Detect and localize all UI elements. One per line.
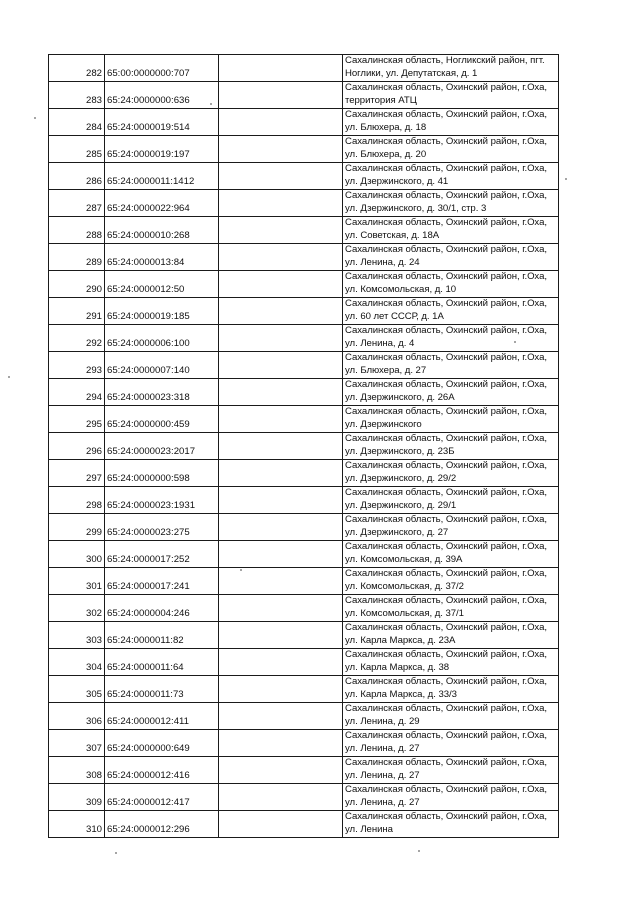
cadastral-number-cell: 65:24:0000023:2017 — [105, 433, 219, 460]
table-row — [49, 541, 559, 568]
cadastral-number-cell: 65:24:0000000:649 — [105, 730, 219, 757]
address-line-2: ул. Ленина, д. 29 — [345, 715, 420, 727]
cadastral-number-cell: 65:24:0000000:598 — [105, 460, 219, 487]
address-line-2: ул. Ленина, д. 24 — [345, 256, 420, 268]
empty-cell — [219, 190, 343, 217]
table-row — [49, 649, 559, 676]
cadastral-number-cell: 65:24:0000019:197 — [105, 136, 219, 163]
cadastral-number-cell: 65:24:0000019:514 — [105, 109, 219, 136]
row-number-cell: 309 — [49, 784, 105, 811]
address-line-2: ул. Блюхера, д. 20 — [345, 148, 427, 160]
address-cell — [343, 703, 559, 730]
scan-speck — [115, 852, 117, 854]
row-number-cell: 292 — [49, 325, 105, 352]
address-cell — [343, 379, 559, 406]
table-row — [49, 757, 559, 784]
cadastral-number-cell: 65:24:0000000:459 — [105, 406, 219, 433]
table-row — [49, 244, 559, 271]
scan-speck — [210, 103, 212, 105]
row-number-cell: 283 — [49, 82, 105, 109]
address-line-2: территория АТЦ — [345, 94, 417, 106]
empty-cell — [219, 676, 343, 703]
table-row — [49, 568, 559, 595]
cadastral-number-cell: 65:24:0000012:416 — [105, 757, 219, 784]
table-row — [49, 487, 559, 514]
row-number-cell: 293 — [49, 352, 105, 379]
cadastral-number-cell: 65:24:0000004:246 — [105, 595, 219, 622]
empty-cell — [219, 811, 343, 838]
cadastral-number-cell: 65:24:0000011:82 — [105, 622, 219, 649]
row-number-cell: 307 — [49, 730, 105, 757]
address-cell — [343, 487, 559, 514]
address-line-2: ул. Дзержинского, д. 26А — [345, 391, 455, 403]
table-row — [49, 460, 559, 487]
row-number-cell: 291 — [49, 298, 105, 325]
scan-speck — [514, 341, 516, 343]
address-line-1: Сахалинская область, Охинский район, г.Оха, — [345, 568, 547, 580]
table-row — [49, 406, 559, 433]
table-row — [49, 622, 559, 649]
empty-cell — [219, 109, 343, 136]
address-line-1: Сахалинская область, Охинский район, г.Оха, — [345, 136, 547, 148]
address-line-2: ул. Комсомольская, д. 10 — [345, 283, 457, 295]
table-row — [49, 784, 559, 811]
address-line-2: ул. Дзержинского, д. 30/1, стр. 3 — [345, 202, 487, 214]
cadastral-number-cell: 65:24:0000007:140 — [105, 352, 219, 379]
address-cell — [343, 271, 559, 298]
address-line-2: ул. Ленина, д. 27 — [345, 742, 420, 754]
address-line-1: Сахалинская область, Охинский район, г.Оха, — [345, 811, 547, 823]
address-line-2: ул. Дзержинского, д. 27 — [345, 526, 449, 538]
row-number-cell: 286 — [49, 163, 105, 190]
address-line-1: Сахалинская область, Охинский район, г.Оха, — [345, 541, 547, 553]
address-cell — [343, 757, 559, 784]
scan-speck — [565, 178, 567, 180]
address-cell — [343, 433, 559, 460]
empty-cell — [219, 730, 343, 757]
table-row — [49, 433, 559, 460]
table-row — [49, 136, 559, 163]
address-cell — [343, 190, 559, 217]
empty-cell — [219, 325, 343, 352]
empty-cell — [219, 514, 343, 541]
address-line-1: Сахалинская область, Охинский район, г.Оха, — [345, 298, 547, 310]
address-line-1: Сахалинская область, Ногликский район, пгт. — [345, 55, 545, 67]
address-line-1: Сахалинская область, Охинский район, г.Оха, — [345, 622, 547, 634]
row-number-cell: 305 — [49, 676, 105, 703]
empty-cell — [219, 757, 343, 784]
cadastral-number-cell: 65:24:0000012:417 — [105, 784, 219, 811]
row-number-cell: 296 — [49, 433, 105, 460]
address-cell — [343, 784, 559, 811]
cadastral-number-cell: 65:24:0000000:636 — [105, 82, 219, 109]
row-number-cell: 295 — [49, 406, 105, 433]
cadastral-number-cell: 65:24:0000012:50 — [105, 271, 219, 298]
address-cell — [343, 82, 559, 109]
table-row — [49, 109, 559, 136]
address-line-1: Сахалинская область, Охинский район, г.Оха, — [345, 649, 547, 661]
address-line-1: Сахалинская область, Охинский район, г.Оха, — [345, 379, 547, 391]
address-line-2: ул. Карла Маркса, д. 23А — [345, 634, 456, 646]
address-line-2: ул. Комсомольская, д. 39А — [345, 553, 463, 565]
address-line-2: ул. Советская, д. 18А — [345, 229, 440, 241]
cadastral-number-cell: 65:24:0000011:1412 — [105, 163, 219, 190]
address-cell — [343, 136, 559, 163]
address-line-2: ул. Дзержинского, д. 41 — [345, 175, 449, 187]
row-number-cell: 297 — [49, 460, 105, 487]
address-line-2: ул. Блюхера, д. 27 — [345, 364, 427, 376]
empty-cell — [219, 217, 343, 244]
address-line-2: ул. Дзержинского, д. 29/1 — [345, 499, 457, 511]
address-cell — [343, 217, 559, 244]
row-number-cell: 310 — [49, 811, 105, 838]
address-cell — [343, 514, 559, 541]
cadastral-number-cell: 65:24:0000023:318 — [105, 379, 219, 406]
address-cell — [343, 460, 559, 487]
empty-cell — [219, 82, 343, 109]
empty-cell — [219, 352, 343, 379]
address-line-1: Сахалинская область, Охинский район, г.Оха, — [345, 676, 547, 688]
address-line-1: Сахалинская область, Охинский район, г.Оха, — [345, 406, 547, 418]
document-page — [48, 54, 558, 838]
address-cell — [343, 109, 559, 136]
address-cell — [343, 406, 559, 433]
empty-cell — [219, 433, 343, 460]
cadastral-number-cell: 65:24:0000023:1931 — [105, 487, 219, 514]
row-number-cell: 300 — [49, 541, 105, 568]
row-number-cell: 290 — [49, 271, 105, 298]
table-row — [49, 352, 559, 379]
empty-cell — [219, 271, 343, 298]
empty-cell — [219, 460, 343, 487]
address-line-1: Сахалинская область, Охинский район, г.Оха, — [345, 433, 547, 445]
registry-table-body — [49, 55, 559, 838]
address-line-2: Ноглики, ул. Депутатская, д. 1 — [345, 67, 478, 79]
scan-speck — [240, 569, 242, 571]
table-row — [49, 676, 559, 703]
row-number-cell: 288 — [49, 217, 105, 244]
scan-speck — [8, 376, 10, 378]
address-line-1: Сахалинская область, Охинский район, г.Оха, — [345, 244, 547, 256]
row-number-cell: 308 — [49, 757, 105, 784]
empty-cell — [219, 649, 343, 676]
row-number-cell: 285 — [49, 136, 105, 163]
empty-cell — [219, 163, 343, 190]
cadastral-number-cell: 65:24:0000017:241 — [105, 568, 219, 595]
cadastral-number-cell: 65:24:0000011:73 — [105, 676, 219, 703]
row-number-cell: 304 — [49, 649, 105, 676]
address-line-1: Сахалинская область, Охинский район, г.Оха, — [345, 487, 547, 499]
empty-cell — [219, 703, 343, 730]
row-number-cell: 303 — [49, 622, 105, 649]
address-cell — [343, 595, 559, 622]
table-row — [49, 298, 559, 325]
empty-cell — [219, 541, 343, 568]
cadastral-number-cell: 65:24:0000012:296 — [105, 811, 219, 838]
address-line-1: Сахалинская область, Охинский район, г.Оха, — [345, 595, 547, 607]
row-number-cell: 302 — [49, 595, 105, 622]
address-line-2: ул. Карла Маркса, д. 33/3 — [345, 688, 457, 700]
address-cell — [343, 541, 559, 568]
empty-cell — [219, 595, 343, 622]
address-line-1: Сахалинская область, Охинский район, г.Оха, — [345, 784, 547, 796]
empty-cell — [219, 622, 343, 649]
empty-cell — [219, 487, 343, 514]
row-number-cell: 284 — [49, 109, 105, 136]
row-number-cell: 298 — [49, 487, 105, 514]
address-line-2: ул. Дзержинского, д. 29/2 — [345, 472, 457, 484]
table-row — [49, 190, 559, 217]
row-number-cell: 289 — [49, 244, 105, 271]
address-line-2: ул. 60 лет СССР, д. 1А — [345, 310, 444, 322]
table-row — [49, 514, 559, 541]
address-line-2: ул. Ленина, д. 4 — [345, 337, 415, 349]
empty-cell — [219, 568, 343, 595]
cadastral-number-cell: 65:24:0000013:84 — [105, 244, 219, 271]
row-number-cell: 294 — [49, 379, 105, 406]
address-line-1: Сахалинская область, Охинский район, г.Оха, — [345, 190, 547, 202]
address-cell — [343, 325, 559, 352]
address-cell — [343, 622, 559, 649]
scan-speck — [418, 850, 420, 852]
empty-cell — [219, 784, 343, 811]
address-line-1: Сахалинская область, Охинский район, г.Оха, — [345, 352, 547, 364]
table-row — [49, 55, 559, 82]
address-cell — [343, 649, 559, 676]
cadastral-number-cell: 65:24:0000010:268 — [105, 217, 219, 244]
address-line-1: Сахалинская область, Охинский район, г.Оха, — [345, 460, 547, 472]
address-line-1: Сахалинская область, Охинский район, г.Оха, — [345, 514, 547, 526]
address-line-1: Сахалинская область, Охинский район, г.Оха, — [345, 730, 547, 742]
address-line-2: ул. Дзержинского — [345, 418, 422, 430]
address-line-1: Сахалинская область, Охинский район, г.Оха, — [345, 163, 547, 175]
address-line-2: ул. Ленина, д. 27 — [345, 769, 420, 781]
table-row — [49, 163, 559, 190]
address-cell — [343, 163, 559, 190]
row-number-cell: 301 — [49, 568, 105, 595]
cadastral-number-cell: 65:24:0000012:411 — [105, 703, 219, 730]
address-line-2: ул. Комсомольская, д. 37/2 — [345, 580, 464, 592]
empty-cell — [219, 136, 343, 163]
table-row — [49, 730, 559, 757]
address-line-2: ул. Ленина — [345, 823, 393, 835]
address-line-1: Сахалинская область, Охинский район, г.Оха, — [345, 757, 547, 769]
address-cell — [343, 55, 559, 82]
address-line-2: ул. Блюхера, д. 18 — [345, 121, 427, 133]
row-number-cell: 306 — [49, 703, 105, 730]
address-cell — [343, 298, 559, 325]
cadastral-number-cell: 65:24:0000023:275 — [105, 514, 219, 541]
address-line-2: ул. Карла Маркса, д. 38 — [345, 661, 450, 673]
scan-speck — [34, 117, 36, 119]
address-line-2: ул. Ленина, д. 27 — [345, 796, 420, 808]
table-row — [49, 325, 559, 352]
property-registry-table — [48, 54, 559, 838]
address-cell — [343, 730, 559, 757]
address-cell — [343, 244, 559, 271]
cadastral-number-cell: 65:24:0000006:100 — [105, 325, 219, 352]
empty-cell — [219, 379, 343, 406]
address-cell — [343, 811, 559, 838]
cadastral-number-cell: 65:24:0000011:64 — [105, 649, 219, 676]
address-line-1: Сахалинская область, Охинский район, г.Оха, — [345, 325, 547, 337]
table-row — [49, 703, 559, 730]
address-line-1: Сахалинская область, Охинский район, г.Оха, — [345, 109, 547, 121]
empty-cell — [219, 55, 343, 82]
address-line-2: ул. Дзержинского, д. 23Б — [345, 445, 455, 457]
address-line-1: Сахалинская область, Охинский район, г.Оха, — [345, 82, 547, 94]
address-line-2: ул. Комсомольская, д. 37/1 — [345, 607, 464, 619]
empty-cell — [219, 244, 343, 271]
address-line-1: Сахалинская область, Охинский район, г.Оха, — [345, 271, 547, 283]
address-cell — [343, 352, 559, 379]
address-line-1: Сахалинская область, Охинский район, г.Оха, — [345, 217, 547, 229]
row-number-cell: 282 — [49, 55, 105, 82]
empty-cell — [219, 298, 343, 325]
row-number-cell: 287 — [49, 190, 105, 217]
empty-cell — [219, 406, 343, 433]
cadastral-number-cell: 65:24:0000019:185 — [105, 298, 219, 325]
table-row — [49, 811, 559, 838]
table-row — [49, 595, 559, 622]
table-row — [49, 82, 559, 109]
cadastral-number-cell: 65:00:0000000:707 — [105, 55, 219, 82]
cadastral-number-cell: 65:24:0000017:252 — [105, 541, 219, 568]
table-row — [49, 217, 559, 244]
address-cell — [343, 568, 559, 595]
row-number-cell: 299 — [49, 514, 105, 541]
table-row — [49, 379, 559, 406]
table-row — [49, 271, 559, 298]
address-line-1: Сахалинская область, Охинский район, г.Оха, — [345, 703, 547, 715]
cadastral-number-cell: 65:24:0000022:964 — [105, 190, 219, 217]
address-cell — [343, 676, 559, 703]
